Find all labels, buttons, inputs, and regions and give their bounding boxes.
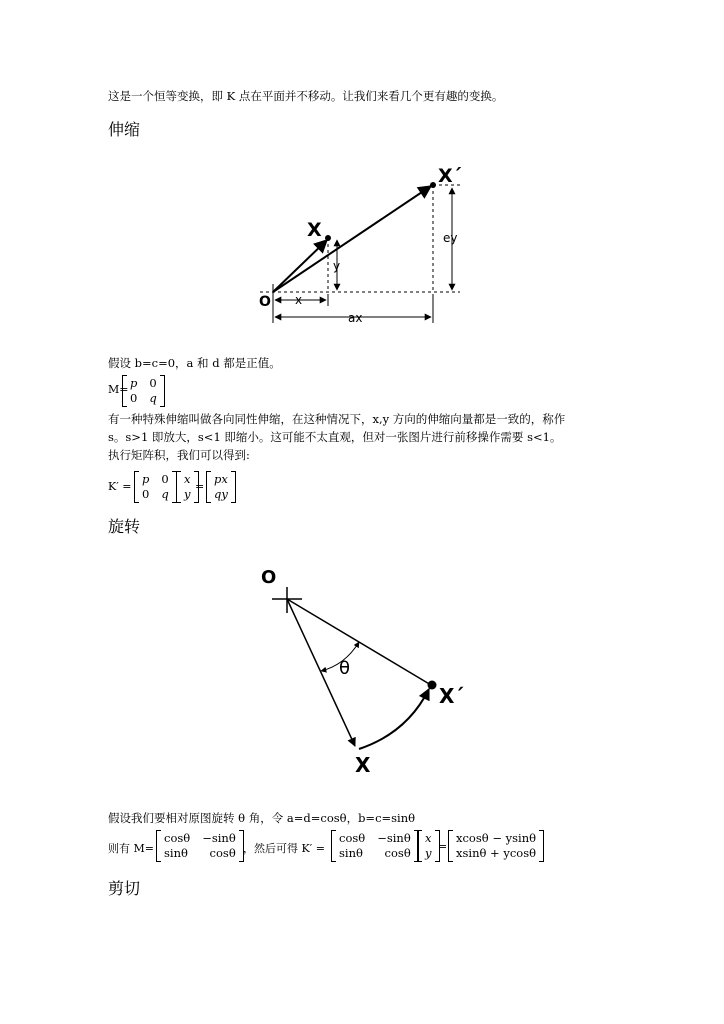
- k-result: [206, 471, 236, 503]
- rk-cell: cosθ: [384, 846, 411, 860]
- label-x-dist: x: [295, 293, 303, 307]
- scaling-desc-line1: 有一种特殊伸缩叫做各向同性伸缩，在这种情况下，x,y 方向的伸缩向量都是一致的，称作: [108, 412, 566, 426]
- rk-cell: sinθ: [339, 846, 363, 860]
- k-cell: 0: [142, 487, 150, 501]
- label-o: O: [259, 294, 271, 310]
- k-cell: p: [142, 472, 150, 486]
- scaling-desc-line2: s。s>1 即放大，s<1 即缩小。这可能不太直观，但对一张图片进行前移操作需要 s<1。: [108, 430, 562, 444]
- rotation-equals: =: [438, 840, 448, 853]
- label-x: X: [307, 219, 322, 241]
- rm-cell: cosθ: [209, 846, 236, 860]
- scaling-assume-text: 假设 b=c=0，a 和 d 都是正值。: [108, 356, 281, 370]
- intro-text: 这是一个恒等变换，即 K 点在平面并不移动。让我们来看几个更有趣的变换。: [108, 89, 504, 103]
- k-matrix: [134, 471, 177, 503]
- scaling-matrix: [122, 375, 165, 407]
- label-o: O: [261, 567, 277, 588]
- scaling-figure: [255, 158, 470, 330]
- label-x-prime: X´: [438, 165, 463, 187]
- rotation-matrix: [156, 830, 244, 862]
- label-y-dist: y: [333, 259, 341, 273]
- vec-cell: y: [184, 487, 191, 501]
- label-ax-dist: ax: [348, 311, 363, 325]
- rm-cell: cosθ: [164, 831, 191, 845]
- rk-cell: cosθ: [339, 831, 366, 845]
- label-theta: θ: [339, 658, 351, 679]
- rr-cell: xsinθ + ycosθ: [456, 846, 537, 860]
- result-cell: qy: [214, 487, 228, 501]
- point-x: [325, 235, 331, 241]
- rotation-vector: [417, 830, 440, 862]
- rv-cell: x: [425, 831, 432, 845]
- m-prefix: M=: [108, 383, 129, 396]
- rotation-result: [448, 830, 544, 862]
- m-cell: 0: [149, 376, 157, 390]
- rm-cell: −sinθ: [202, 831, 236, 845]
- rotation-figure: [255, 565, 465, 775]
- label-x-prime: X´: [439, 684, 465, 708]
- vector-x-prime: [273, 186, 431, 292]
- comma-text: ，然后可得 K′ =: [243, 842, 325, 855]
- m-cell: 0: [130, 391, 138, 405]
- k-cell: q: [161, 487, 169, 501]
- rr-cell: xcosθ − ysinθ: [456, 831, 537, 845]
- shear-heading: 剪切: [108, 879, 141, 898]
- m-cell: q: [149, 391, 157, 405]
- label-ey-dist: ey: [443, 231, 458, 245]
- result-cell: px: [214, 472, 228, 486]
- k-cell: 0: [161, 472, 169, 486]
- scaling-heading: 伸缩: [108, 120, 141, 139]
- vector-x: [273, 240, 327, 292]
- m-cell: p: [130, 376, 138, 390]
- k-prefix: K′ =: [108, 480, 132, 493]
- rk-cell: −sinθ: [377, 831, 411, 845]
- equals-sign: =: [195, 480, 205, 493]
- then-prefix: 则有 M=: [108, 842, 154, 855]
- point-x-prime: [428, 681, 437, 690]
- rotation-k-matrix: [331, 830, 419, 862]
- point-x-prime: [430, 182, 436, 188]
- label-x: X: [355, 753, 371, 775]
- vec-cell: x: [184, 472, 191, 486]
- rotation-assume-text: 假设我们要相对原图旋转 θ 角，令 a=d=cosθ，b=c=sinθ: [108, 811, 416, 825]
- rotation-arc: [359, 689, 429, 749]
- scaling-compute-text: 执行矩阵积，我们可以得到:: [108, 448, 250, 462]
- rotation-heading: 旋转: [108, 517, 141, 536]
- rm-cell: sinθ: [164, 846, 188, 860]
- rv-cell: y: [425, 846, 432, 860]
